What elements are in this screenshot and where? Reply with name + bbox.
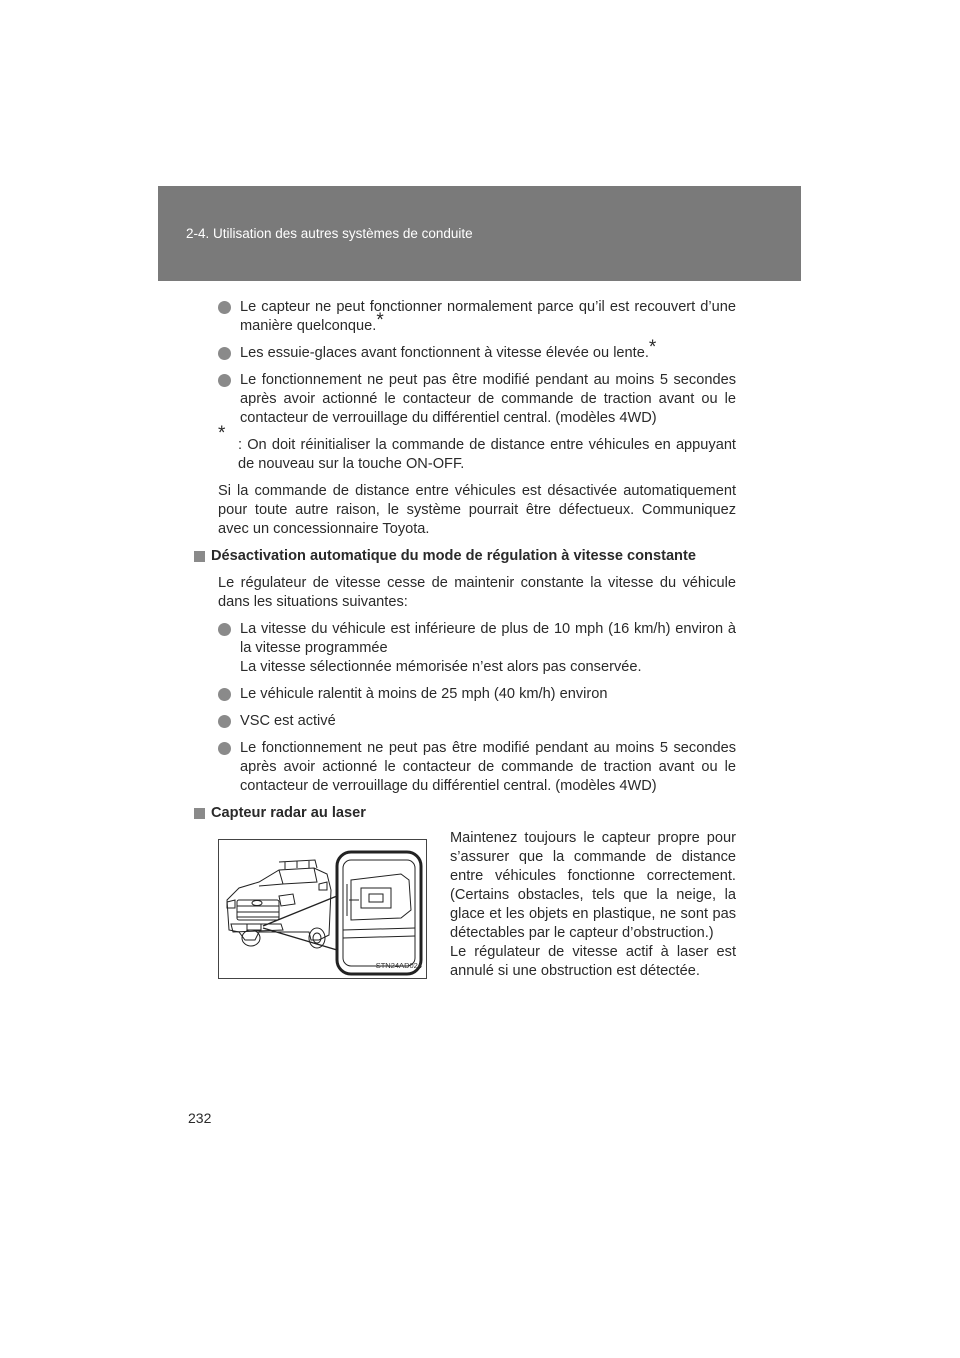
list-item [218, 298, 736, 336]
list-item-text: Le fonctionnement ne peut pas être modifié pendant au moins 5 secondes après avoir actionné le contacteur de commande de traction avant ou le contacteur de verrouillage du différentiel central. (modèles 4WD) [240, 740, 736, 794]
square-bullet-icon [194, 808, 205, 819]
list-item-text: VSC est activé [240, 713, 336, 729]
list-item-text: Le véhicule ralentit à moins de 25 mph (40 km/h) environ [240, 686, 608, 702]
section-title: Capteur radar au laser [211, 805, 366, 821]
figure-row [218, 831, 736, 1011]
list-item-text: La vitesse du véhicule est inférieure de plus de 10 mph (16 km/h) environ à la vitesse programmée [240, 621, 736, 656]
section-intro: Le régulateur de vitesse cesse de maintenir constante la vitesse du véhicule dans les situations suivantes: [218, 575, 736, 610]
list-item [218, 371, 736, 428]
bullet-icon [218, 374, 231, 387]
list-item [218, 620, 736, 677]
square-bullet-icon [194, 551, 205, 562]
list-item-text: Le capteur ne peut fonctionner normalement parce qu’il est recouvert d’une manière quelconque. [240, 299, 736, 334]
footnote-text: : On doit réinitialiser la commande de distance entre véhicules en appuyant de nouveau sur la touche ON-OFF. [238, 437, 736, 472]
bullet-icon [218, 623, 231, 636]
section-title: Désactivation automatique du mode de régulation à vitesse constante [211, 548, 696, 564]
section-heading [194, 547, 736, 566]
figure-text: Maintenez toujours le capteur propre pour s’assurer que la commande de distance entre véhicules fonctionne correctement. (Certains obstacles, tels que la neige, la glace et les objets en plastique, ne sont pas détectables par le capteur d’obstruction.) [450, 830, 736, 941]
bullet-icon [218, 688, 231, 701]
asterisk-mark: * [376, 310, 384, 331]
figure-code: STN24AD024 [375, 961, 422, 970]
figure-text-2: Le régulateur de vitesse actif à laser est annulé si une obstruction est détectée. [450, 944, 736, 979]
list-item [218, 337, 736, 363]
list-item-text: Le fonctionnement ne peut pas être modifié pendant au moins 5 secondes après avoir actionné le contacteur de commande de traction avant ou le contacteur de verrouillage du différentiel central. (modèles 4WD) [240, 372, 736, 426]
paragraph: Si la commande de distance entre véhicules est désactivée automatiquement pour toute autre raison, le système pourrait être défectueux. Communiquez avec un concessionnaire Toyota. [218, 483, 736, 537]
truck-laser-sensor-illustration [218, 839, 427, 979]
bullet-icon [218, 715, 231, 728]
asterisk-mark: * [648, 337, 657, 358]
bullet-icon [218, 347, 231, 360]
section-heading [194, 804, 736, 823]
chapter-header [158, 186, 801, 281]
list-item-note: La vitesse sélectionnée mémorisée n’est alors pas conservée. [240, 659, 642, 675]
page-number: 232 [188, 1110, 212, 1126]
footnote: * : On doit réinitialiser la commande de distance entre véhicules en appuyant de nouveau sur la touche ON-OFF. [218, 423, 736, 472]
list-item-text: Les essuie-glaces avant fonctionnent à vitesse élevée ou lente. [240, 345, 649, 361]
list-item [218, 712, 736, 731]
list-item [218, 685, 736, 704]
chapter-title: 2-4. Utilisation des autres systèmes de conduite [186, 226, 473, 241]
page-content [211, 298, 736, 1011]
bullet-icon [218, 301, 231, 314]
figure-description [450, 829, 736, 981]
bullet-icon [218, 742, 231, 755]
list-item [218, 739, 736, 796]
